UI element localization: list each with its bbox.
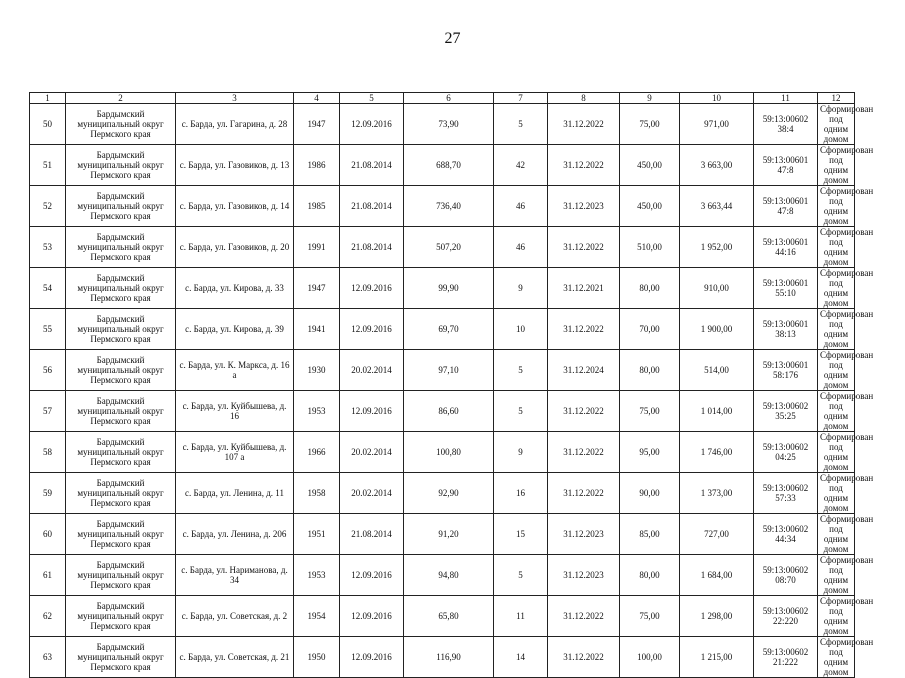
address-cell: с. Барда, ул. Кирова, д. 33: [176, 268, 294, 309]
address-cell: с. Барда, ул. Гагарина, д. 28: [176, 104, 294, 145]
col-header: 12: [818, 93, 855, 104]
date-cell: 20.02.2014: [340, 432, 404, 473]
table-row: [30, 350, 855, 391]
date-cell: 12.09.2016: [340, 268, 404, 309]
table-row: [30, 391, 855, 432]
status-cell: Сформирован под одним домом: [818, 555, 855, 596]
table-row: [30, 186, 855, 227]
people-cell: 5: [494, 350, 548, 391]
value9-cell: 510,00: [620, 227, 680, 268]
table-row: [30, 309, 855, 350]
table-row: [30, 596, 855, 637]
year-cell: 1985: [294, 186, 340, 227]
row-number: 50: [30, 104, 66, 145]
cadastral-cell: 59:13:00601 55:10: [754, 268, 818, 309]
value10-cell: 514,00: [680, 350, 754, 391]
district-cell: Бардымский муниципальный округ Пермского края: [66, 104, 176, 145]
status-cell: Сформирован под одним домом: [818, 268, 855, 309]
deadline-cell: 31.12.2023: [548, 186, 620, 227]
address-cell: с. Барда, ул. Газовиков, д. 14: [176, 186, 294, 227]
col-header: 10: [680, 93, 754, 104]
date-cell: 12.09.2016: [340, 391, 404, 432]
year-cell: 1966: [294, 432, 340, 473]
year-cell: 1950: [294, 637, 340, 678]
deadline-cell: 31.12.2022: [548, 145, 620, 186]
deadline-cell: 31.12.2022: [548, 227, 620, 268]
people-cell: 10: [494, 309, 548, 350]
year-cell: 1930: [294, 350, 340, 391]
value9-cell: 80,00: [620, 268, 680, 309]
area-cell: 99,90: [404, 268, 494, 309]
people-cell: 5: [494, 391, 548, 432]
value9-cell: 75,00: [620, 596, 680, 637]
date-cell: 12.09.2016: [340, 596, 404, 637]
deadline-cell: 31.12.2022: [548, 309, 620, 350]
district-cell: Бардымский муниципальный округ Пермского края: [66, 350, 176, 391]
district-cell: Бардымский муниципальный округ Пермского края: [66, 391, 176, 432]
value9-cell: 95,00: [620, 432, 680, 473]
year-cell: 1958: [294, 473, 340, 514]
district-cell: Бардымский муниципальный округ Пермского края: [66, 309, 176, 350]
value9-cell: 100,00: [620, 637, 680, 678]
status-cell: Сформирован под одним домом: [818, 186, 855, 227]
area-cell: 736,40: [404, 186, 494, 227]
people-cell: 14: [494, 637, 548, 678]
area-cell: 100,80: [404, 432, 494, 473]
people-cell: 46: [494, 227, 548, 268]
address-cell: с. Барда, ул. Куйбышева, д. 107 а: [176, 432, 294, 473]
year-cell: 1954: [294, 596, 340, 637]
table-row: [30, 227, 855, 268]
address-cell: с. Барда, ул. Куйбышева, д. 16: [176, 391, 294, 432]
district-cell: Бардымский муниципальный округ Пермского края: [66, 555, 176, 596]
status-cell: Сформирован под одним домом: [818, 514, 855, 555]
table-row: [30, 637, 855, 678]
people-cell: 9: [494, 432, 548, 473]
value9-cell: 90,00: [620, 473, 680, 514]
cadastral-cell: 59:13:00602 44:34: [754, 514, 818, 555]
date-cell: 21.08.2014: [340, 186, 404, 227]
address-cell: с. Барда, ул. Советская, д. 2: [176, 596, 294, 637]
year-cell: 1991: [294, 227, 340, 268]
people-cell: 5: [494, 104, 548, 145]
deadline-cell: 31.12.2022: [548, 104, 620, 145]
col-header: 5: [340, 93, 404, 104]
cadastral-cell: 59:13:00601 47:8: [754, 186, 818, 227]
district-cell: Бардымский муниципальный округ Пермского края: [66, 186, 176, 227]
value10-cell: 3 663,00: [680, 145, 754, 186]
district-cell: Бардымский муниципальный округ Пермского края: [66, 637, 176, 678]
value9-cell: 70,00: [620, 309, 680, 350]
status-cell: Сформирован под одним домом: [818, 432, 855, 473]
deadline-cell: 31.12.2023: [548, 514, 620, 555]
address-cell: с. Барда, ул. Газовиков, д. 13: [176, 145, 294, 186]
deadline-cell: 31.12.2022: [548, 596, 620, 637]
date-cell: 12.09.2016: [340, 555, 404, 596]
col-header: 6: [404, 93, 494, 104]
row-number: 58: [30, 432, 66, 473]
row-number: 53: [30, 227, 66, 268]
address-cell: с. Барда, ул. Советская, д. 21: [176, 637, 294, 678]
row-number: 54: [30, 268, 66, 309]
cadastral-cell: 59:13:00601 47:8: [754, 145, 818, 186]
area-cell: 688,70: [404, 145, 494, 186]
deadline-cell: 31.12.2022: [548, 432, 620, 473]
date-cell: 21.08.2014: [340, 227, 404, 268]
area-cell: 91,20: [404, 514, 494, 555]
cadastral-cell: 59:13:00602 35:25: [754, 391, 818, 432]
value10-cell: 1 952,00: [680, 227, 754, 268]
cadastral-cell: 59:13:00602 38:4: [754, 104, 818, 145]
value9-cell: 75,00: [620, 391, 680, 432]
area-cell: 92,90: [404, 473, 494, 514]
address-cell: с. Барда, ул. Газовиков, д. 20: [176, 227, 294, 268]
status-cell: Сформирован под одним домом: [818, 227, 855, 268]
value10-cell: 1 014,00: [680, 391, 754, 432]
value10-cell: 910,00: [680, 268, 754, 309]
date-cell: 21.08.2014: [340, 145, 404, 186]
page-number: 27: [444, 30, 461, 47]
year-cell: 1953: [294, 391, 340, 432]
table-row: [30, 514, 855, 555]
value9-cell: 80,00: [620, 350, 680, 391]
row-number: 61: [30, 555, 66, 596]
deadline-cell: 31.12.2024: [548, 350, 620, 391]
area-cell: 73,90: [404, 104, 494, 145]
col-header: 9: [620, 93, 680, 104]
col-header: 4: [294, 93, 340, 104]
cadastral-cell: 59:13:00602 21:222: [754, 637, 818, 678]
area-cell: 94,80: [404, 555, 494, 596]
people-cell: 15: [494, 514, 548, 555]
status-cell: Сформирован под одним домом: [818, 145, 855, 186]
people-cell: 42: [494, 145, 548, 186]
row-number: 63: [30, 637, 66, 678]
row-number: 60: [30, 514, 66, 555]
date-cell: 12.09.2016: [340, 104, 404, 145]
people-cell: 11: [494, 596, 548, 637]
value10-cell: 1 684,00: [680, 555, 754, 596]
area-cell: 86,60: [404, 391, 494, 432]
status-cell: Сформирован под одним домом: [818, 391, 855, 432]
col-header: 8: [548, 93, 620, 104]
table-row: [30, 473, 855, 514]
district-cell: Бардымский муниципальный округ Пермского края: [66, 596, 176, 637]
cadastral-cell: 59:13:00601 44:16: [754, 227, 818, 268]
table-row: [30, 555, 855, 596]
cadastral-cell: 59:13:00602 57:33: [754, 473, 818, 514]
value10-cell: 1 900,00: [680, 309, 754, 350]
value9-cell: 85,00: [620, 514, 680, 555]
col-header: 7: [494, 93, 548, 104]
status-cell: Сформирован под одним домом: [818, 596, 855, 637]
area-cell: 69,70: [404, 309, 494, 350]
deadline-cell: 31.12.2023: [548, 555, 620, 596]
row-number: 51: [30, 145, 66, 186]
address-cell: с. Барда, ул. Ленина, д. 206: [176, 514, 294, 555]
value10-cell: 1 298,00: [680, 596, 754, 637]
status-cell: Сформирован под одним домом: [818, 350, 855, 391]
row-number: 59: [30, 473, 66, 514]
value10-cell: 971,00: [680, 104, 754, 145]
address-cell: с. Барда, ул. Ленина, д. 11: [176, 473, 294, 514]
value10-cell: 1 746,00: [680, 432, 754, 473]
col-header: 11: [754, 93, 818, 104]
cadastral-cell: 59:13:00602 04:25: [754, 432, 818, 473]
district-cell: Бардымский муниципальный округ Пермского края: [66, 145, 176, 186]
address-cell: с. Барда, ул. К. Маркса, д. 16 а: [176, 350, 294, 391]
row-number: 52: [30, 186, 66, 227]
value9-cell: 80,00: [620, 555, 680, 596]
cadastral-cell: 59:13:00601 58:176: [754, 350, 818, 391]
date-cell: 20.02.2014: [340, 473, 404, 514]
people-cell: 5: [494, 555, 548, 596]
district-cell: Бардымский муниципальный округ Пермского края: [66, 227, 176, 268]
year-cell: 1947: [294, 268, 340, 309]
value10-cell: 3 663,44: [680, 186, 754, 227]
cadastral-cell: 59:13:00602 08:70: [754, 555, 818, 596]
value9-cell: 450,00: [620, 145, 680, 186]
col-header: 1: [30, 93, 66, 104]
value10-cell: 727,00: [680, 514, 754, 555]
year-cell: 1941: [294, 309, 340, 350]
people-cell: 9: [494, 268, 548, 309]
area-cell: 65,80: [404, 596, 494, 637]
table-row: [30, 145, 855, 186]
year-cell: 1986: [294, 145, 340, 186]
value10-cell: 1 373,00: [680, 473, 754, 514]
people-cell: 46: [494, 186, 548, 227]
value10-cell: 1 215,00: [680, 637, 754, 678]
status-cell: Сформирован под одним домом: [818, 637, 855, 678]
people-cell: 16: [494, 473, 548, 514]
row-number: 62: [30, 596, 66, 637]
col-header: 3: [176, 93, 294, 104]
date-cell: 12.09.2016: [340, 637, 404, 678]
status-cell: Сформирован под одним домом: [818, 309, 855, 350]
address-cell: с. Барда, ул. Нариманова, д. 34: [176, 555, 294, 596]
table-row: [30, 104, 855, 145]
address-cell: с. Барда, ул. Кирова, д. 39: [176, 309, 294, 350]
row-number: 55: [30, 309, 66, 350]
deadline-cell: 31.12.2021: [548, 268, 620, 309]
district-cell: Бардымский муниципальный округ Пермского края: [66, 268, 176, 309]
district-cell: Бардымский муниципальный округ Пермского края: [66, 514, 176, 555]
cadastral-cell: 59:13:00602 22:220: [754, 596, 818, 637]
value9-cell: 450,00: [620, 186, 680, 227]
year-cell: 1951: [294, 514, 340, 555]
deadline-cell: 31.12.2022: [548, 391, 620, 432]
district-cell: Бардымский муниципальный округ Пермского края: [66, 473, 176, 514]
cadastral-cell: 59:13:00601 38:13: [754, 309, 818, 350]
area-cell: 507,20: [404, 227, 494, 268]
district-cell: Бардымский муниципальный округ Пермского края: [66, 432, 176, 473]
col-header: 2: [66, 93, 176, 104]
deadline-cell: 31.12.2022: [548, 637, 620, 678]
row-number: 56: [30, 350, 66, 391]
status-cell: Сформирован под одним домом: [818, 104, 855, 145]
area-cell: 97,10: [404, 350, 494, 391]
table-row: [30, 432, 855, 473]
year-cell: 1953: [294, 555, 340, 596]
date-cell: 21.08.2014: [340, 514, 404, 555]
table-row: [30, 268, 855, 309]
date-cell: 12.09.2016: [340, 309, 404, 350]
area-cell: 116,90: [404, 637, 494, 678]
deadline-cell: 31.12.2022: [548, 473, 620, 514]
row-number: 57: [30, 391, 66, 432]
status-cell: Сформирован под одним домом: [818, 473, 855, 514]
value9-cell: 75,00: [620, 104, 680, 145]
year-cell: 1947: [294, 104, 340, 145]
date-cell: 20.02.2014: [340, 350, 404, 391]
housing-table: [29, 92, 874, 678]
header-row: [30, 93, 855, 104]
